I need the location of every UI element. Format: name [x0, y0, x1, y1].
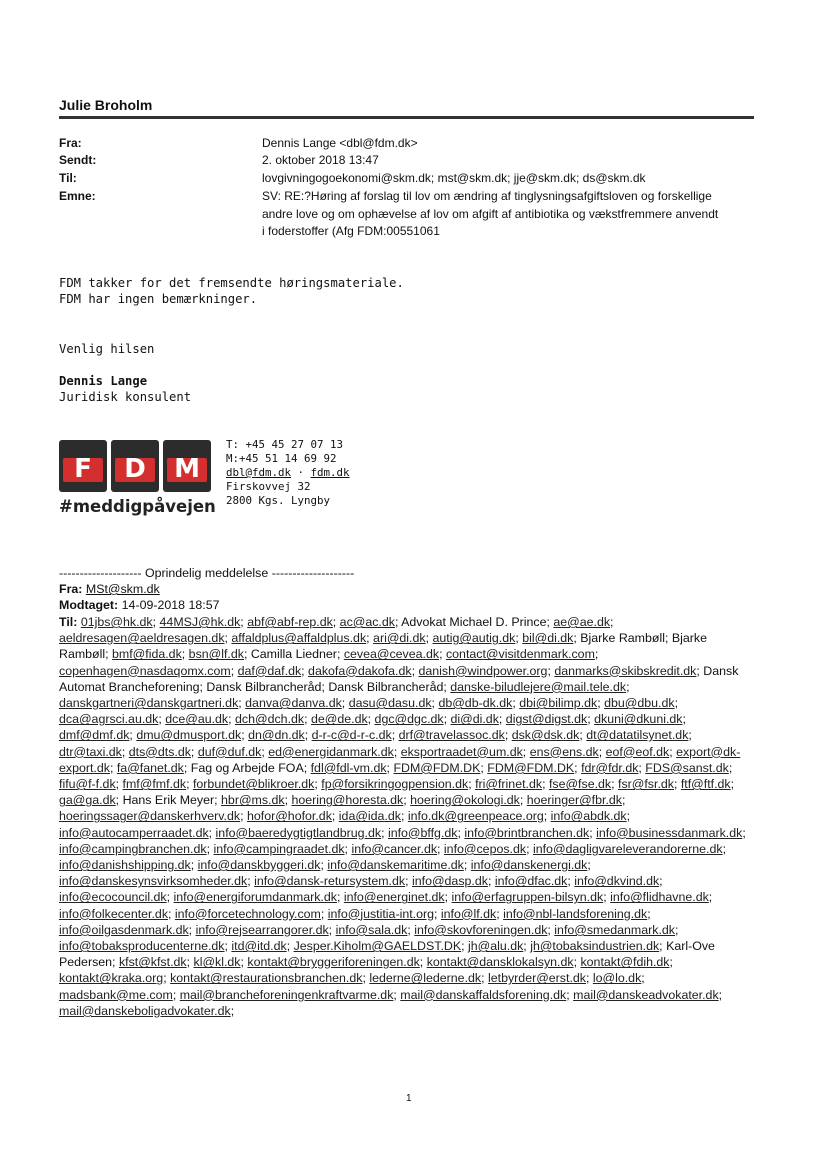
recipient-email-link[interactable]: duf@duf.dk — [197, 744, 262, 759]
recipient-email-link[interactable]: 01jbs@hk.dk — [80, 615, 153, 629]
recipient-email-link[interactable]: info@danskbyggeri.dk — [197, 858, 321, 873]
recipient-email-link[interactable]: abf@abf-rep.dk — [247, 615, 333, 629]
recipient-email-link[interactable]: hoering@horesta.dk — [291, 793, 404, 808]
recipient-email-link[interactable]: info@flidhavne.dk — [610, 890, 709, 905]
recipient-email-link[interactable]: info@rejsearrangorer.dk — [195, 922, 329, 937]
recipient-email-link[interactable]: info@businessdanmark.dk — [596, 825, 743, 840]
recipient-email-link[interactable]: info@tobaksproducenterne.dk — [59, 939, 225, 954]
recipient-email-link[interactable]: ftf@ftf.dk — [680, 777, 731, 792]
recipient-email-link[interactable]: mail@danskeboligadvokater.dk — [59, 1003, 231, 1018]
recipient-email-link[interactable]: info@dasp.dk — [411, 874, 488, 889]
recipient-email-link[interactable]: export@dk-export.dk — [59, 744, 741, 775]
recipient-email-link[interactable]: hoering@okologi.dk — [410, 793, 520, 808]
recipient-email-link[interactable]: kontakt@restaurationsbranchen.dk — [170, 971, 363, 986]
sent-value: 2. oktober 2018 13:47 — [262, 153, 379, 167]
recipient-email-link[interactable]: fri@frinet.dk — [475, 777, 543, 792]
recipient-email-link[interactable]: eof@eof.dk — [605, 744, 670, 759]
recipient-email-link[interactable]: de@de.dk — [310, 712, 368, 727]
recipient-email-link[interactable]: dgc@dgc.dk — [374, 712, 444, 727]
greeting: Venlig hilsen — [59, 342, 155, 356]
recipient-email-link[interactable]: fsr@fsr.dk — [618, 777, 674, 792]
recipient-email-link[interactable]: jh@alu.dk — [468, 939, 524, 954]
recipient-email-link[interactable]: bil@di.dk — [522, 631, 574, 646]
recipient-email-link[interactable]: lederne@lederne.dk — [369, 971, 482, 986]
recipient-email-link[interactable]: FDM@FDM.DK — [487, 760, 575, 775]
recipient-email-link[interactable]: info@danishshipping.dk — [59, 858, 191, 873]
recipient-email-link[interactable]: dn@dn.dk — [248, 728, 305, 743]
recipient-name: Dansk Automat Brancheforening — [59, 663, 739, 694]
recipient-email-link[interactable]: dsk@dsk.dk — [511, 728, 580, 743]
recipient-email-link[interactable]: info@dansk-retursystem.dk — [254, 874, 406, 889]
recipient-email-link[interactable]: ed@energidanmark.dk — [268, 744, 394, 759]
recipient-email-link[interactable]: lo@lo.dk — [592, 971, 642, 986]
recipient-email-link[interactable]: info@campingraadet.dk — [213, 841, 345, 856]
from-value: Dennis Lange <dbl@fdm.dk> — [262, 136, 418, 150]
recipient-email-link[interactable]: letbyrder@erst.dk — [488, 971, 586, 986]
recipient-name: Fag og Arbejde FOA — [190, 760, 304, 775]
recipient-email-link[interactable]: info@baeredygtigtlandbrug.dk — [215, 825, 382, 840]
recipient-email-link[interactable]: info@dkvind.dk — [574, 874, 660, 889]
recipient-email-link[interactable]: ida@ida.dk — [338, 809, 401, 824]
original-recipients: Til: 01jbs@hk.dk; 44MSJ@hk.dk; abf@abf-rep.dk; ac@ac.dk; Advokat Michael D. Prince; ae@ae.dk; aeldresagen@aeldresagen.dk; affaldplus@affaldplus.dk; ari@di.dk; autig@autig.dk; bil@di.dk; Bjarke Rambøll; Bjarke Rambøll; bmf@fida.dk; bsn@lf.dk; Camilla Liedner; cevea@cevea.dk; contact@visitdenmark.com; copenhagen@nasdaqomx.com; daf@daf.dk; dakofa@dakofa.dk; danish@windpower.org; danmarks@skibskredit.dk; Dansk Automat Brancheforening; Dansk Bilbrancheråd; Dansk Bilbrancheråd; danske-biludlejere@mail.tele.dk; danskgartneri@danskgartneri.dk; danva@danva.dk; dasu@dasu.dk; db@db-dk.dk; dbi@bilimp.dk; dbu@dbu.dk; dca@agrsci.au.dk; dce@au.dk; dch@dch.dk; de@de.dk; dgc@dgc.dk; di@di.dk; digst@digst.dk; dkuni@dkuni.dk; dmf@dmf.dk; dmu@dmusport.dk; dn@dn.dk; d-r-c@d-r-c.dk; drf@travelassoc.dk; dsk@dsk.dk; dt@datatilsynet.dk; dtr@taxi.dk; dts@dts.dk; duf@duf.dk; ed@energidanmark.dk; eksportraadet@um.dk; ens@ens.dk; eof@eof.dk; export@dk-export.dk; fa@fanet.dk; Fag og Arbejde FOA; fdl@fdl-vm.dk; FDM@FDM.DK; FDM@FDM.DK; fdr@fdr.dk; FDS@sanst.dk; fifu@f-f.dk; fmf@fmf.dk; forbundet@blikroer.dk; fp@forsikringogpension.dk; fri@frinet.dk; fse@fse.dk; fsr@fsr.dk; ftf@ftf.dk; ga@ga.dk; Hans Erik Meyer; hbr@ms.dk; hoering@horesta.dk; hoering@okologi.dk; hoeringer@fbr.dk; hoeringssager@danskerhverv.dk; hofor@hofor.dk; ida@ida.dk; info.dk@greenpeace.org; info@abdk.dk; info@autocamperraadet.dk; info@baeredygtigtlandbrug.dk; info@bffg.dk; info@brintbranchen.dk; info@businessdanmark.dk; info@campingbranchen.dk; info@campingraadet.dk; info@cancer.dk; info@cepos.dk; info@dagligvareleverandorerne.dk; info@danishshipping.dk; info@danskbyggeri.dk; info@danskemaritime.dk; info@danskenergi.dk; info@danskesynsvirksomheder.dk; info@dansk-retursystem.dk; info@dasp.dk; info@dfac.dk; info@dkvind.dk; info@ecocouncil.dk; info@energiforumdanmark.dk; info@energinet.dk; info@erfagruppen-bilsyn.dk; info@flidhavne.dk; info@folkecenter.dk; info@forcetechnology.com; info@justitia-int.org; info@lf.dk; info@nbl-landsforening.dk; info@oilgasdenmark.dk; info@rejsearrangorer.dk; info@sala.dk; info@skovforeningen.dk; info@smedanmark.dk; info@tobaksproducenterne.dk; itd@itd.dk; Jesper.Kiholm@GAELDST.DK; jh@alu.dk; jh@tobaksindustrien.dk; Karl-Ove Pedersen; kfst@kfst.dk; kl@kl.dk; kontakt@bryggeriforeningen.dk; kontakt@dansklokalsyn.dk; kontakt@fdih.dk; kontakt@kraka.org; kontakt@restaurationsbranchen.dk; lederne@lederne.dk; letbyrder@erst.dk; lo@lo.dk; madsbank@me.com; mail@brancheforeningenkraftvarme.dk; mail@danskaffaldsforening.dk; mail@danskeadvokater.dk; mail@danskeboligadvokater.dk; — [59, 615, 746, 1018]
recipient-email-link[interactable]: info@danskenergi.dk — [470, 858, 588, 873]
recipient-email-link[interactable]: danmarks@skibskredit.dk — [554, 663, 697, 678]
recipient-email-link[interactable]: dce@au.dk — [165, 712, 229, 727]
recipient-email-link[interactable]: digst@digst.dk — [505, 712, 588, 727]
recipient-name: Bjarke Rambøll — [59, 631, 707, 662]
recipient-email-link[interactable]: dch@dch.dk — [235, 712, 305, 727]
signature-city: 2800 Kgs. Lyngby — [226, 494, 331, 507]
recipient-email-link[interactable]: ae@ae.dk — [553, 615, 611, 629]
page-number: 1 — [406, 1093, 412, 1104]
recipient-email-link[interactable]: info@danskesynsvirksomheder.dk — [59, 874, 248, 889]
recipient-email-link[interactable]: danske-biludlejere@mail.tele.dk — [450, 679, 627, 694]
sender-title: Juridisk konsulent — [59, 390, 192, 404]
recipient-email-link[interactable]: ac@ac.dk — [339, 615, 395, 629]
recipient-email-link[interactable]: forbundet@blikroer.dk — [192, 777, 315, 792]
recipient-name: Camilla Liedner — [250, 647, 337, 662]
recipient-email-link[interactable]: bmf@fida.dk — [112, 647, 182, 662]
recipient-email-link[interactable]: affaldplus@affaldplus.dk — [231, 631, 367, 646]
fdm-logo-f: F — [59, 440, 107, 492]
header-rule — [59, 116, 754, 119]
recipient-email-link[interactable]: info@danskemaritime.dk — [327, 858, 464, 873]
recipient-email-link[interactable]: ens@ens.dk — [529, 744, 599, 759]
recipient-email-link[interactable]: info@brintbranchen.dk — [464, 825, 590, 840]
recipient-email-link[interactable]: info@bffg.dk — [387, 825, 458, 840]
original-from-link[interactable]: MSt@skm.dk — [85, 582, 160, 596]
recipient-email-link[interactable]: itd@itd.dk — [231, 939, 287, 954]
recipient-email-link[interactable]: hofor@hofor.dk — [246, 809, 332, 824]
recipient-email-link[interactable]: dakofa@dakofa.dk — [308, 663, 412, 678]
recipient-email-link[interactable]: info@nbl-landsforening.dk — [503, 906, 648, 921]
recipient-email-link[interactable]: daf@daf.dk — [237, 663, 302, 678]
recipient-name: Dansk Bilbrancheråd — [206, 679, 322, 694]
recipient-email-link[interactable]: dtr@taxi.dk — [59, 744, 122, 759]
recipient-email-link[interactable]: info@energinet.dk — [343, 890, 445, 905]
recipient-email-link[interactable]: autig@autig.dk — [432, 631, 516, 646]
recipient-email-link[interactable]: madsbank@me.com — [59, 987, 173, 1002]
recipient-email-link[interactable]: dmf@dmf.dk — [59, 728, 130, 743]
recipient-email-link[interactable]: dt@datatilsynet.dk — [586, 728, 689, 743]
fdm-logo-d: D — [111, 440, 159, 492]
recipient-email-link[interactable]: kl@kl.dk — [193, 955, 241, 970]
signature-website-link[interactable]: fdm.dk — [310, 466, 350, 479]
recipient-name: Karl-Ove Pedersen — [59, 939, 715, 970]
original-to-label: Til: — [59, 615, 78, 629]
body-line-1: FDM takker for det fremsendte høringsmateriale. — [59, 276, 404, 290]
recipient-email-link[interactable]: info@autocamperraadet.dk — [59, 825, 209, 840]
recipient-email-link[interactable]: kontakt@kraka.org — [59, 971, 164, 986]
recipient-email-link[interactable]: fse@fse.dk — [548, 777, 612, 792]
recipient-email-link[interactable]: FDM@FDM.DK — [393, 760, 481, 775]
recipient-email-link[interactable]: info@dfac.dk — [494, 874, 568, 889]
recipient-email-link[interactable]: dbi@bilimp.dk — [519, 696, 598, 711]
to-value: lovgivningogoekonomi@skm.dk; mst@skm.dk; jje@skm.dk; ds@skm.dk — [262, 171, 646, 185]
recipient-email-link[interactable]: bsn@lf.dk — [188, 647, 244, 662]
recipient-email-link[interactable]: info@oilgasdenmark.dk — [59, 922, 189, 937]
recipient-email-link[interactable]: aeldresagen@aeldresagen.dk — [59, 631, 225, 646]
recipient-email-link[interactable]: info@sala.dk — [335, 922, 408, 937]
recipient-email-link[interactable]: info.dk@greenpeace.org — [407, 809, 544, 824]
recipient-email-link[interactable]: mail@danskaffaldsforening.dk — [400, 987, 567, 1002]
recipient-email-link[interactable]: contact@visitdenmark.com — [445, 647, 595, 662]
recipient-email-link[interactable]: FDS@sanst.dk — [645, 760, 729, 775]
to-label: Til: — [59, 171, 77, 185]
sent-label: Sendt: — [59, 153, 97, 167]
signature-street: Firskovvej 32 — [226, 480, 311, 493]
signature-links: dbl@fdm.dk · fdm.dk — [226, 466, 350, 479]
recipient-email-link[interactable]: dbu@dbu.dk — [604, 696, 675, 711]
recipient-email-link[interactable]: info@energiforumdanmark.dk — [173, 890, 337, 905]
recipient-email-link[interactable]: hoeringssager@danskerhverv.dk — [59, 809, 241, 824]
original-received: Modtaget: 14-09-2018 18:57 — [59, 598, 220, 612]
recipient-email-link[interactable]: hoeringer@fbr.dk — [526, 793, 622, 808]
recipient-email-link[interactable]: fdr@fdr.dk — [581, 760, 639, 775]
recipient-email-link[interactable]: kontakt@fdih.dk — [580, 955, 670, 970]
recipient-email-link[interactable]: 44MSJ@hk.dk — [159, 615, 241, 629]
recipient-email-link[interactable]: info@dagligvareleverandorerne.dk — [532, 841, 723, 856]
recipient-email-link[interactable]: dca@agrsci.au.dk — [59, 712, 159, 727]
recipient-name: Dansk Bilbrancheråd — [328, 679, 444, 694]
recipient-email-link[interactable]: info@cancer.dk — [351, 841, 438, 856]
recipient-email-link[interactable]: info@smedanmark.dk — [554, 922, 675, 937]
recipient-email-link[interactable]: dkuni@dkuni.dk — [594, 712, 683, 727]
recipient-name: Bjarke Rambøll — [580, 631, 665, 646]
original-from: Fra: MSt@skm.dk — [59, 582, 160, 596]
recipient-email-link[interactable]: dmu@dmusport.dk — [136, 728, 242, 743]
recipient-email-link[interactable]: fa@fanet.dk — [116, 760, 184, 775]
recipient-name: Advokat Michael D. Prince — [401, 615, 547, 629]
recipient-email-link[interactable]: danva@danva.dk — [245, 696, 342, 711]
recipient-email-link[interactable]: mail@brancheforeningenkraftvarme.dk — [179, 987, 394, 1002]
recipient-email-link[interactable]: fifu@f-f.dk — [59, 777, 116, 792]
recipient-email-link[interactable]: copenhagen@nasdaqomx.com — [59, 663, 231, 678]
body-line-2: FDM har ingen bemærkninger. — [59, 292, 258, 306]
recipient-email-link[interactable]: kontakt@bryggeriforeningen.dk — [247, 955, 420, 970]
recipient-email-link[interactable]: fmf@fmf.dk — [122, 777, 187, 792]
signature-mobile: M:+45 51 14 69 92 — [226, 452, 337, 465]
recipient-email-link[interactable]: fdl@fdl-vm.dk — [310, 760, 387, 775]
recipient-email-link[interactable]: info@campingbranchen.dk — [59, 841, 207, 856]
recipient-email-link[interactable]: fp@forsikringogpension.dk — [321, 777, 469, 792]
recipient-email-link[interactable]: cevea@cevea.dk — [343, 647, 440, 662]
recipient-email-link[interactable]: eksportraadet@um.dk — [400, 744, 523, 759]
signature-phone: T: +45 45 27 07 13 — [226, 438, 344, 451]
recipient-email-link[interactable]: info@folkecenter.dk — [59, 906, 169, 921]
recipient-email-link[interactable]: danish@windpower.org — [418, 663, 548, 678]
recipient-email-link[interactable]: dasu@dasu.dk — [348, 696, 432, 711]
recipient-email-link[interactable]: info@erfagruppen-bilsyn.dk — [451, 890, 604, 905]
recipient-email-link[interactable]: info@skovforeningen.dk — [414, 922, 548, 937]
recipient-email-link[interactable]: danskgartneri@danskgartneri.dk — [59, 696, 239, 711]
recipient-email-link[interactable]: Jesper.Kiholm@GAELDST.DK — [293, 939, 462, 954]
signature-email-link[interactable]: dbl@fdm.dk — [226, 466, 292, 479]
sender-name: Dennis Lange — [59, 374, 148, 388]
original-message-separator: -------------------- Oprindelig meddelelse -------------------- — [59, 566, 355, 580]
recipient-name: Hans Erik Meyer — [122, 793, 215, 808]
recipient-email-link[interactable]: di@di.dk — [450, 712, 499, 727]
recipient-email-link[interactable]: info@forcetechnology.com — [174, 906, 321, 921]
recipient-email-link[interactable]: ari@di.dk — [373, 631, 426, 646]
recipient-email-link[interactable]: drf@travelassoc.dk — [398, 728, 505, 743]
recipient-email-link[interactable]: ga@ga.dk — [59, 793, 116, 808]
recipient-email-link[interactable]: info@abdk.dk — [550, 809, 627, 824]
recipient-email-link[interactable]: mail@danskeadvokater.dk — [573, 987, 719, 1002]
recipient-email-link[interactable]: info@lf.dk — [440, 906, 497, 921]
subject-value: SV: RE:?Høring af forslag til lov om ændring af tinglysningsafgiftsloven og forskellige andre love og om ophævelse af lov om afgift af antibiotika og vækstfremmere anvendt i foderstoffer (Afg FDM:00551061 — [262, 189, 719, 238]
fdm-logo-m: M — [163, 440, 211, 492]
recipient-email-link[interactable]: info@justitia-int.org — [327, 906, 435, 921]
recipient-email-link[interactable]: db@db-dk.dk — [438, 696, 513, 711]
recipient-email-link[interactable]: jh@tobaksindustrien.dk — [530, 939, 660, 954]
subject-label: Emne: — [59, 189, 96, 203]
recipient-email-link[interactable]: hbr@ms.dk — [221, 793, 285, 808]
recipient-email-link[interactable]: dts@dts.dk — [128, 744, 191, 759]
hashtag: #meddigpåvejen — [59, 497, 216, 516]
recipient-email-link[interactable]: d-r-c@d-r-c.dk — [311, 728, 392, 743]
from-label: Fra: — [59, 136, 82, 150]
mailbox-owner-name: Julie Broholm — [59, 97, 153, 113]
recipient-email-link[interactable]: info@cepos.dk — [443, 841, 527, 856]
recipient-email-link[interactable]: kfst@kfst.dk — [118, 955, 187, 970]
recipient-email-link[interactable]: kontakt@dansklokalsyn.dk — [426, 955, 574, 970]
recipient-email-link[interactable]: info@ecocouncil.dk — [59, 890, 167, 905]
